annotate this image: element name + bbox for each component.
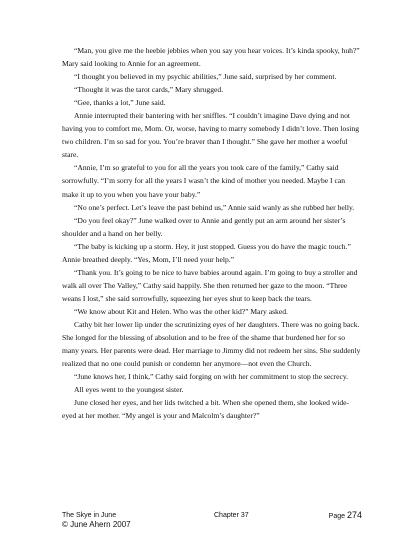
paragraph: “No one’s perfect. Let’s leave the past behind us,” Annie said wanly as she rubbed her belly. bbox=[74, 202, 355, 212]
page-footer bbox=[62, 511, 362, 529]
paragraph: All eyes went to the youngest sister. bbox=[74, 385, 184, 395]
body-text bbox=[62, 44, 362, 422]
copyright-notice: © June Ahern 2007 bbox=[62, 520, 131, 529]
page-number: 274 bbox=[346, 510, 362, 520]
paragraph: June closed her eyes, and her lids twitched a bit. When she opened them, she looked wide-eyed at her mother. “My angel is your and Malcolm’s daughter?” bbox=[62, 398, 350, 421]
paragraph: “Man, you give me the heebie jebbies when you say you hear voices. It’s kinda spooky, huh?” Mary said looking to Annie for an agreement. bbox=[62, 46, 360, 69]
paragraph: “I thought you believed in my psychic abilities,” June said, surprised by her comment. bbox=[74, 72, 337, 82]
paragraph: “Gee, thanks a lot,” June said. bbox=[74, 98, 166, 108]
paragraph: “Thought it was the tarot cards,” Mary shrugged. bbox=[74, 85, 224, 95]
page-label: Page bbox=[328, 513, 346, 520]
chapter-label: Chapter 37 bbox=[214, 512, 249, 519]
paragraph: “June knows her, I think,” Cathy said forging on with her commitment to stop the secrecy. bbox=[74, 372, 349, 382]
paragraph: “Do you feel okay?” June walked over to Annie and gently put an arm around her sister’s shoulder and a hand on her belly. bbox=[62, 215, 346, 238]
paragraph: “The baby is kicking up a storm. Hey, it just stopped. Guess you do have the magic touch.” Annie breathed deeply. “Yes, Mom, I’ll need your help.” bbox=[62, 241, 351, 264]
paragraph: Cathy bit her lower lip under the scrutinizing eyes of her daughters. There was no going back. She longed for the blessing of absolution and to be free of the shame that burdened her for so many years. Her parents were dead. Her marriage to Jimmy did not redeem her sins. She suddenly realized that no one could punish or condemn her anymore—not even the Church. bbox=[62, 319, 361, 369]
paragraph: “Thank you. It’s going to be nice to have babies around again. I’m going to buy a stroller and walk all over The Valley,” Cathy said happily. She then returned her gaze to the moon. “Three weans I lost,” she said sorrowfully, squeezing her eyes shut to keep back the tears. bbox=[62, 267, 358, 303]
paragraph: Annie interrupted their bantering with her sniffles. “I couldn’t imagine Dave dying and not having you to comfort me, Mom. Or, worse, having to marry somebody I didn’t love. Then losing two children. I’m so sad for you. You’re braver than I thought.” She gave her mother a woeful stare. bbox=[62, 111, 360, 160]
paragraph: “Annie, I’m so grateful to you for all the years you took care of the family,” Cathy said sorrowfully. “I’m sorry for all the years I wasn’t the kind of mother you needed. Maybe I can make it up to you when you have your baby.” bbox=[62, 163, 345, 199]
book-title: The Skye in June bbox=[62, 512, 117, 519]
paragraph: “We know about Kit and Helen. Who was the other kid?” Mary asked. bbox=[74, 306, 288, 316]
